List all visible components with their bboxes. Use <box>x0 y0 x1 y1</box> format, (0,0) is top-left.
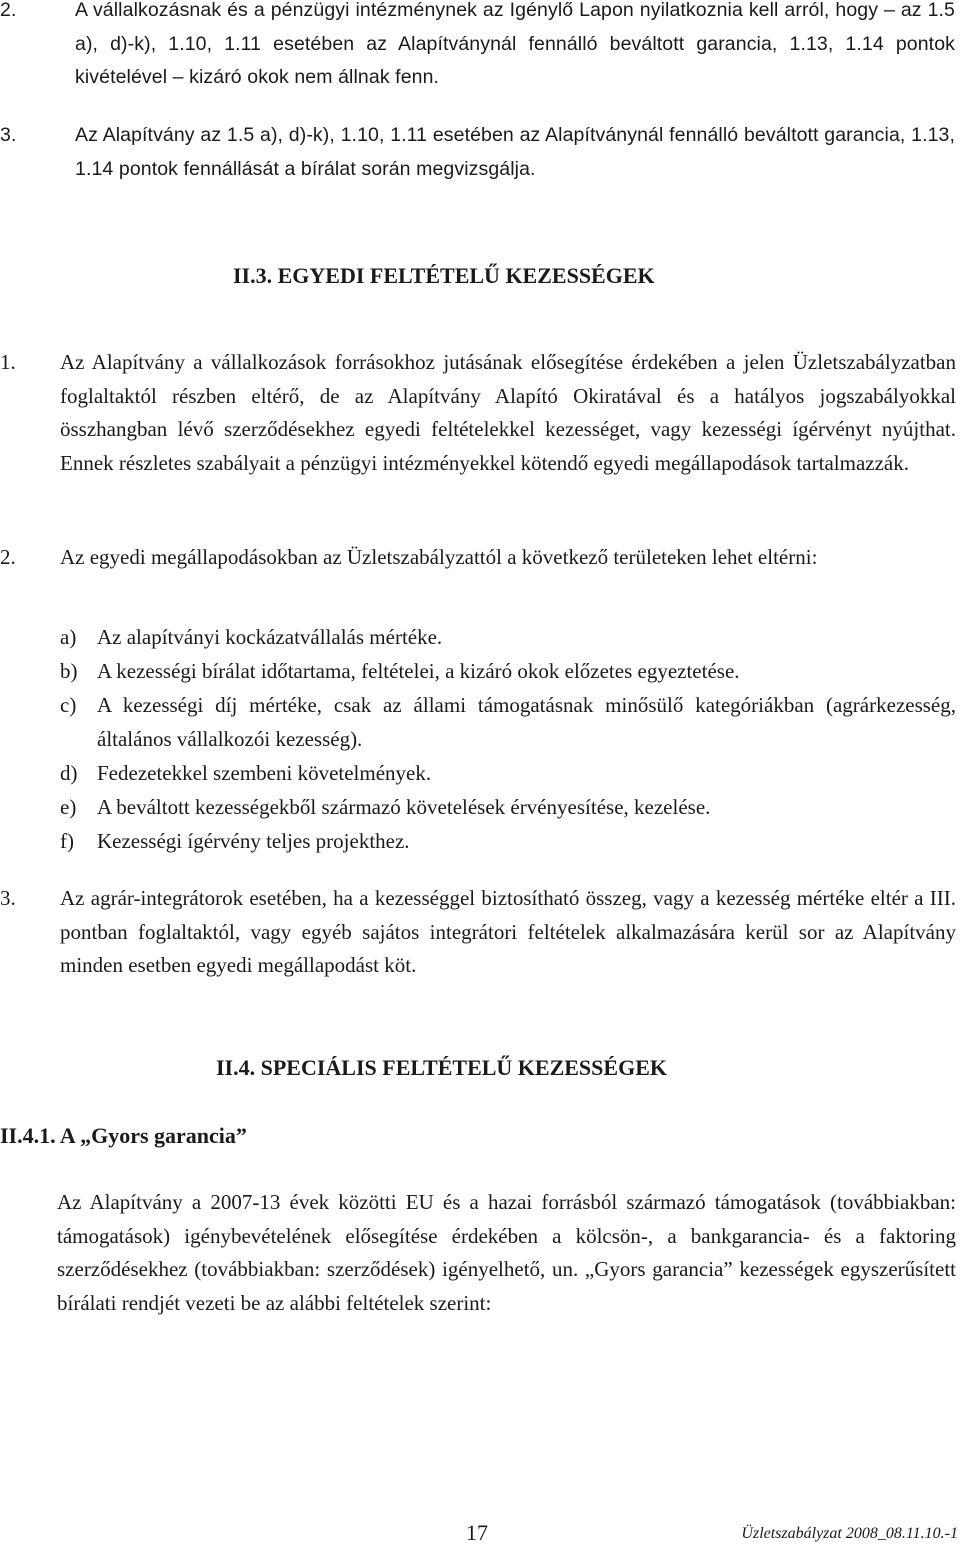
subitem-a <box>60 620 956 654</box>
subitem-d <box>60 756 956 790</box>
list-item-2 <box>0 0 955 95</box>
subitem-letter: c) <box>60 693 77 717</box>
list-item-text: Az agrár-integrátorok esetében, ha a kezességgel biztosítható összeg, vagy a kezesség mértéke eltér a III. pontban foglaltaktól, vagy egyéb sajátos integrátori feltételek alkalmazására kerül sor az Alapítvány minden esetben egyedi megállapodást köt. <box>60 886 956 977</box>
subitem-f <box>60 824 956 858</box>
subitem-e <box>60 790 956 824</box>
subitem-letter: b) <box>60 659 78 683</box>
list-item-text: Az Alapítvány a vállalkozások forrásokhoz jutásának elősegítése érdekében a jelen Üzletszabályzatban foglaltaktól részben eltérő, de az Alapítvány Alapító Okiratával és a hatályos jogszabályokkal összhangban lévő szerződésekhez egyedi feltételekkel kezességet, vagy kezességi ígérvényt nyújthat. Ennek részletes szabályait a pénzügyi intézményekkel kötendő egyedi megállapodások tartalmazzák. <box>60 350 956 475</box>
subitem-letter: d) <box>60 761 78 785</box>
list-item-number: 2. <box>0 0 17 21</box>
subitem-letter: f) <box>60 829 74 853</box>
list-item-text: Az Alapítvány az 1.5 a), d)-k), 1.10, 1.11 esetében az Alapítványnál fennálló beváltott garancia, 1.13, 1.14 pontok fennállását a bírálat során megvizsgálja. <box>75 124 955 180</box>
page-number: 17 <box>466 1520 488 1545</box>
subitem-text: A beváltott kezességekből származó követelések érvényesítése, kezelése. <box>97 795 711 819</box>
list-item-3 <box>0 119 955 186</box>
gyors-garancia-paragraph <box>57 1186 956 1320</box>
subitem-text: Fedezetekkel szembeni követelmények. <box>97 761 432 785</box>
list-item-number: 2. <box>0 545 16 569</box>
subitem-text: A kezességi bírálat időtartama, feltételei, a kizáró okok előzetes egyeztetése. <box>97 659 740 683</box>
list-item-number: 3. <box>0 886 16 910</box>
paragraph-text: Az Alapítvány a 2007-13 évek közötti EU és a hazai forrásból származó támogatások (továbbiakban: támogatások) igénybevételének elősegítése érdekében a kölcsön-, a bankgarancia- és a faktoring szerződésekhez (továbbiakban: szerződések) igényelhető, un. „Gyors garancia” kezességek egyszerűsített bírálati rendjét vezeti be az alábbi feltételek szerint: <box>57 1190 956 1315</box>
egyedi-item-1 <box>0 346 956 480</box>
list-item-number: 3. <box>0 124 17 146</box>
subitem-letter: e) <box>60 795 77 819</box>
section-heading-egyedi: II.3. EGYEDI FELTÉTELŰ KEZESSÉGEK <box>233 263 655 288</box>
subitem-text: A kezességi díj mértéke, csak az állami támogatásnak minősülő kategóriákban (agrárkezesség, általános vállalkozói kezesség). <box>97 693 956 751</box>
egyedi-item-2 <box>0 541 956 575</box>
subitem-c <box>60 688 956 756</box>
subitem-letter: a) <box>60 625 77 649</box>
subsection-heading-gyors-garancia: II.4.1. A „Gyors garancia” <box>0 1123 247 1148</box>
footer-document-id: Üzletszabályzat 2008_08.11.10.-1 <box>741 1525 958 1542</box>
list-item-text: Az egyedi megállapodásokban az Üzletszabályzattól a következő területeken lehet eltérni: <box>60 545 818 569</box>
subitem-text: Az alapítványi kockázatvállalás mértéke. <box>97 625 443 649</box>
subitem-text: Kezességi ígérvény teljes projekthez. <box>97 829 410 853</box>
list-item-number: 1. <box>0 350 16 374</box>
subitem-b <box>60 654 956 688</box>
egyedi-item-3 <box>0 882 956 983</box>
section-heading-specialis: II.4. SPECIÁLIS FELTÉTELŰ KEZESSÉGEK <box>216 1055 667 1080</box>
list-item-text: A vállalkozásnak és a pénzügyi intézménynek az Igénylő Lapon nyilatkoznia kell arról, hogy – az 1.5 a), d)-k), 1.10, 1.11 esetében az Alapítványnál fennálló beváltott garancia, 1.13, 1.14 pontok kivételével – kizáró okok nem állnak fenn. <box>75 0 955 88</box>
